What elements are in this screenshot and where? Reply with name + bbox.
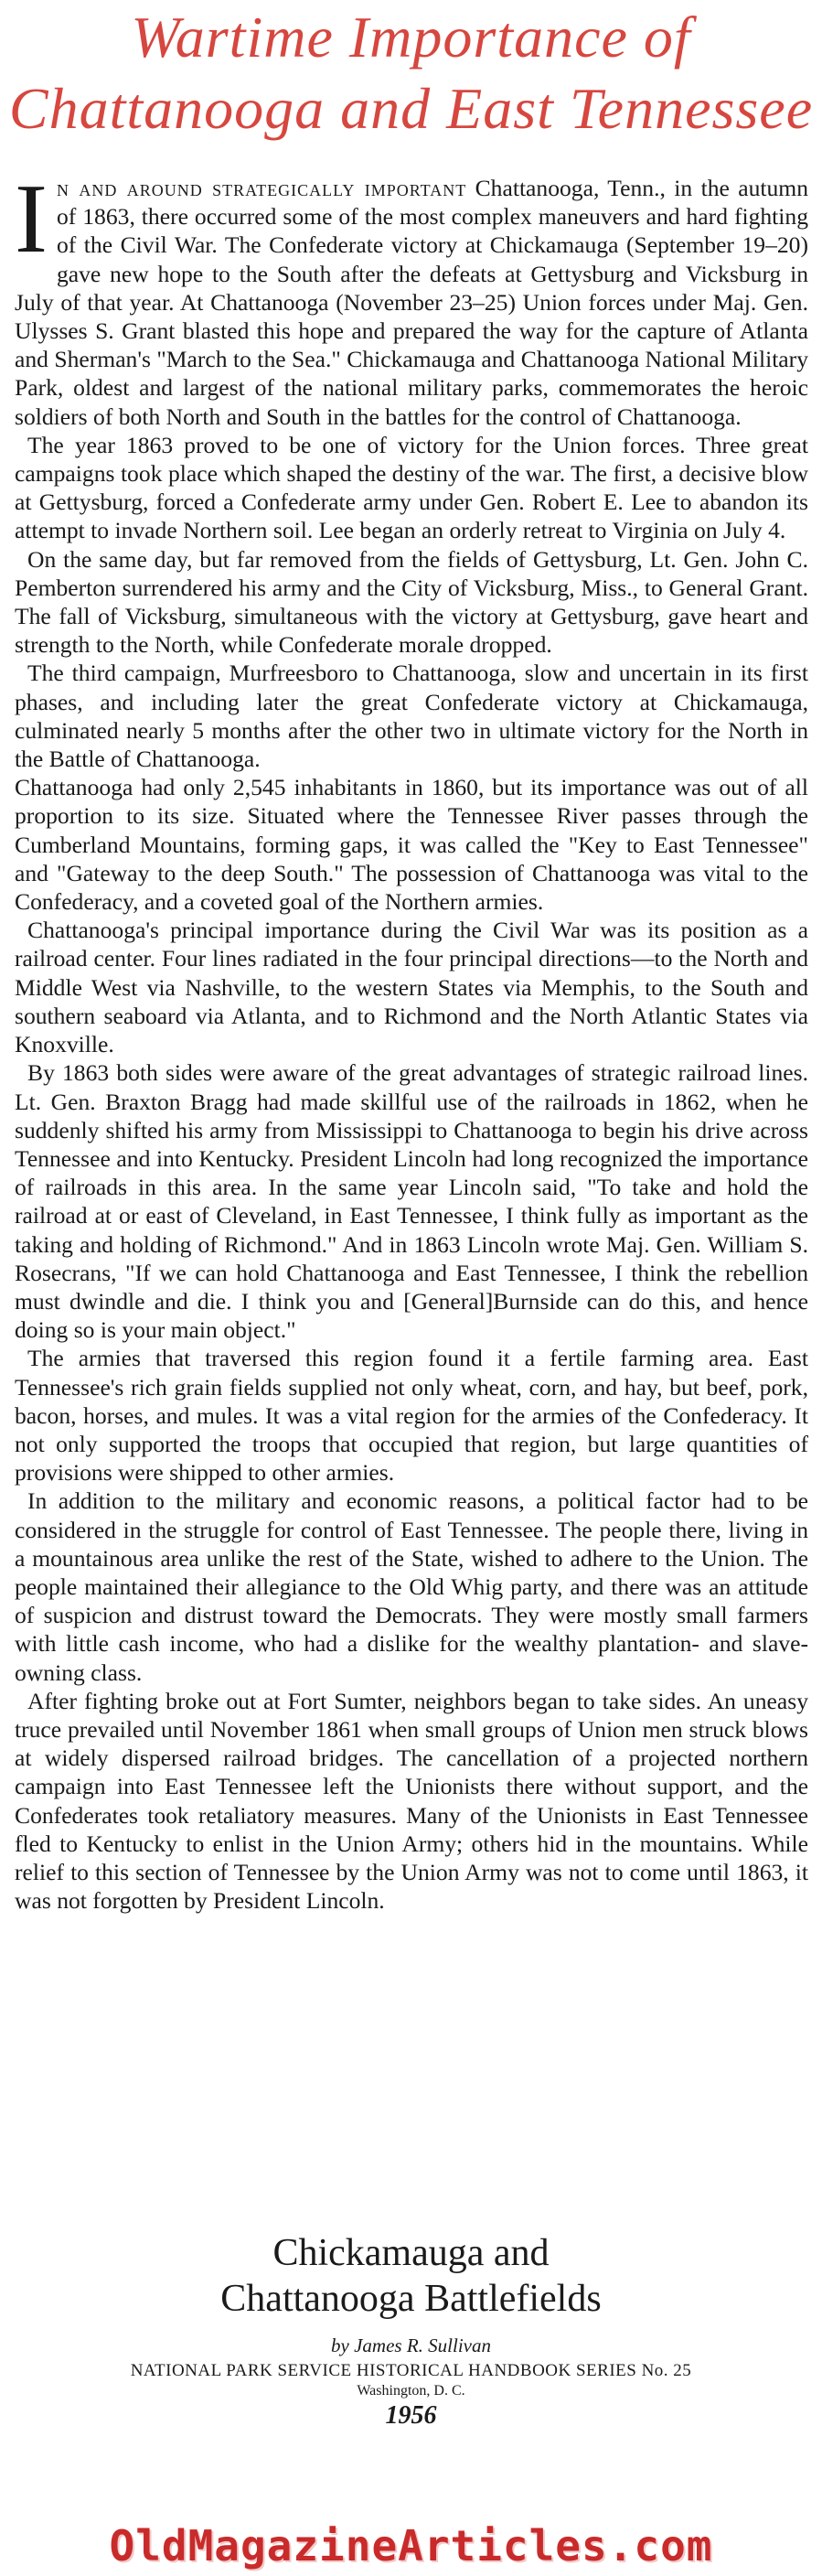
paragraph-10: After fighting broke out at Fort Sumter, neighbors began to take sides. An uneasy truce prevailed until November 1861 when small groups of Union men struck blows at widely dispersed railroad bridges. The cancellation of a projected northern campaign into East Tennessee left the Unionists there without support, and the Confederates took retaliatory measures. Many of the Unionists in East Tennessee fled to Kentucky to enlist in the Union Army; others hid in the mountains. While relief to this section of Tennessee by the Union Army was not to come until 1863, it was not forgotten by President Lincoln. (15, 1687, 808, 1915)
paragraph-9: In addition to the military and economic reasons, a political factor had to be considered in the struggle for control of East Tennessee. The people there, living in a mountainous area unlike the rest of the State, wished to adhere to the Union. The people maintained their allegiance to the Old Whig party, and there was an attitude of suspicion and distrust toward the Democrats. They were mostly small farmers with little cash income, who had a dislike for the wealthy plantation- and slave-owning class. (15, 1487, 808, 1686)
book-title-line-2: Chattanooga Battlefields (220, 2278, 602, 2320)
book-title-line-1: Chickamauga and (272, 2232, 550, 2274)
paragraph-1 (15, 165, 809, 431)
paragraph-7: By 1863 both sides were aware of the great advantages of strategic railroad lines. Lt. Gen. Braxton Bragg had made skillful use of the railroads in 1862, when he suddenly shifted his army from Mississippi to Chattanooga to begin his drive across Tennessee and into Kentucky. President Lincoln had long recognized the importance of railroads in this area. In the same year Lincoln said, "To take and hold the railroad at or east of Cleveland, in East Tennessee, I think fully as important as the taking and holding of Richmond." And in 1863 Lincoln wrote Maj. Gen. William S. Rosecrans, "If we can hold Chattanooga and East Tennessee, I think the rebellion must dwindle and die. I think you and [General]Burnside can do this, and hence doing so is your main object." (15, 1059, 808, 1344)
publication-place: Washington, D. C. (357, 2383, 465, 2399)
author-byline: by James R. Sullivan (331, 2334, 491, 2356)
paragraph-4: The third campaign, Murfreesboro to Chattanooga, slow and uncertain in its first phases, and including later the great Confederate victory at Chickamauga, culminated nearly 5 months after the other two in ultimate victory for the North in the Battle of Chattanooga. (15, 660, 808, 773)
paragraph-6: Chattanooga's principal importance during the Civil War was its position as a railroad center. Four lines radiated in the four principal directions—to the North and Middle West via Nashville, to the western States via Memphis, to the South and southern seaboard via Atlanta, and to Richmond and the North Atlantic States via Knoxville. (15, 917, 808, 1058)
article-body (15, 165, 809, 1915)
paragraph-2: The year 1863 proved to be one of victory for the Union forces. Three great campaigns took place which shaped the destiny of the war. The first, a decisive blow at Gettysburg, forced a Confederate army under Gen. Robert E. Lee to abandon its attempt to invade Northern soil. Lee began an orderly retreat to Virginia on July 4. (15, 431, 808, 544)
paragraph-8: The armies that traversed this region found it a fertile farming area. East Tennessee's rich grain fields supplied not only wheat, corn, and hay, but beef, pork, bacon, horses, and mules. It was a vital region for the armies of the Confederacy. It not only supported the troops that occupied that region, but large quantities of provisions were shipped to other armies. (15, 1345, 808, 1487)
site-watermark: OldMagazineArticles.com (109, 2521, 713, 2571)
paragraph-1-text: Chattanooga, Tenn., in the autumn of 1863, there occurred some of the most complex maneuvers and hard fighting of the Civil War. The Confederate victory at Chickamauga (September 19–20) gave new hope to the South after the defeats at Gettysburg and Vicksburg in July of that year. At Chattanooga (November 23–25) Union forces under Maj. Gen. Ulysses S. Grant blasted this hope and prepared the way for the capture of Atlanta and Sherman's "March to the Sea." Chickamauga and Chattanooga National Military Park, oldest and largest of the national military parks, commemorates the heroic soldiers of both North and South in the battles for the control of Chattanooga. (15, 175, 809, 430)
lead-in: n and around strategically important (56, 175, 467, 201)
title-line-2: Chattanooga and East Tennessee (8, 76, 814, 141)
paragraph-5: Chattanooga had only 2,545 inhabitants in 1860, but its importance was out of all proportion to its size. Situated where the Tennessee River passes through the Cumberland Mountains, forming gaps, it was called the "Key to East Tennessee" and "Gateway to the deep South." The possession of Chattanooga was vital to the Confederacy, and a coveted goal of the Northern armies. (15, 774, 808, 916)
article-title (0, 0, 822, 145)
source-citation (0, 2230, 822, 2431)
book-title (0, 2230, 822, 2322)
title-line-1: Wartime Importance of (131, 5, 691, 70)
series-name: NATIONAL PARK SERVICE HISTORICAL HANDBOOK SERIES No. 25 (130, 2361, 692, 2380)
paragraph-3: On the same day, but far removed from the fields of Gettysburg, Lt. Gen. John C. Pemberton surrendered his army and the City of Vicksburg, Miss., to General Grant. The fall of Vicksburg, simultaneous with the victory at Gettysburg, gave heart and strength to the North, while Confederate morale dropped. (15, 545, 808, 659)
drop-cap: I (15, 165, 48, 274)
publication-year: 1956 (385, 2401, 437, 2430)
